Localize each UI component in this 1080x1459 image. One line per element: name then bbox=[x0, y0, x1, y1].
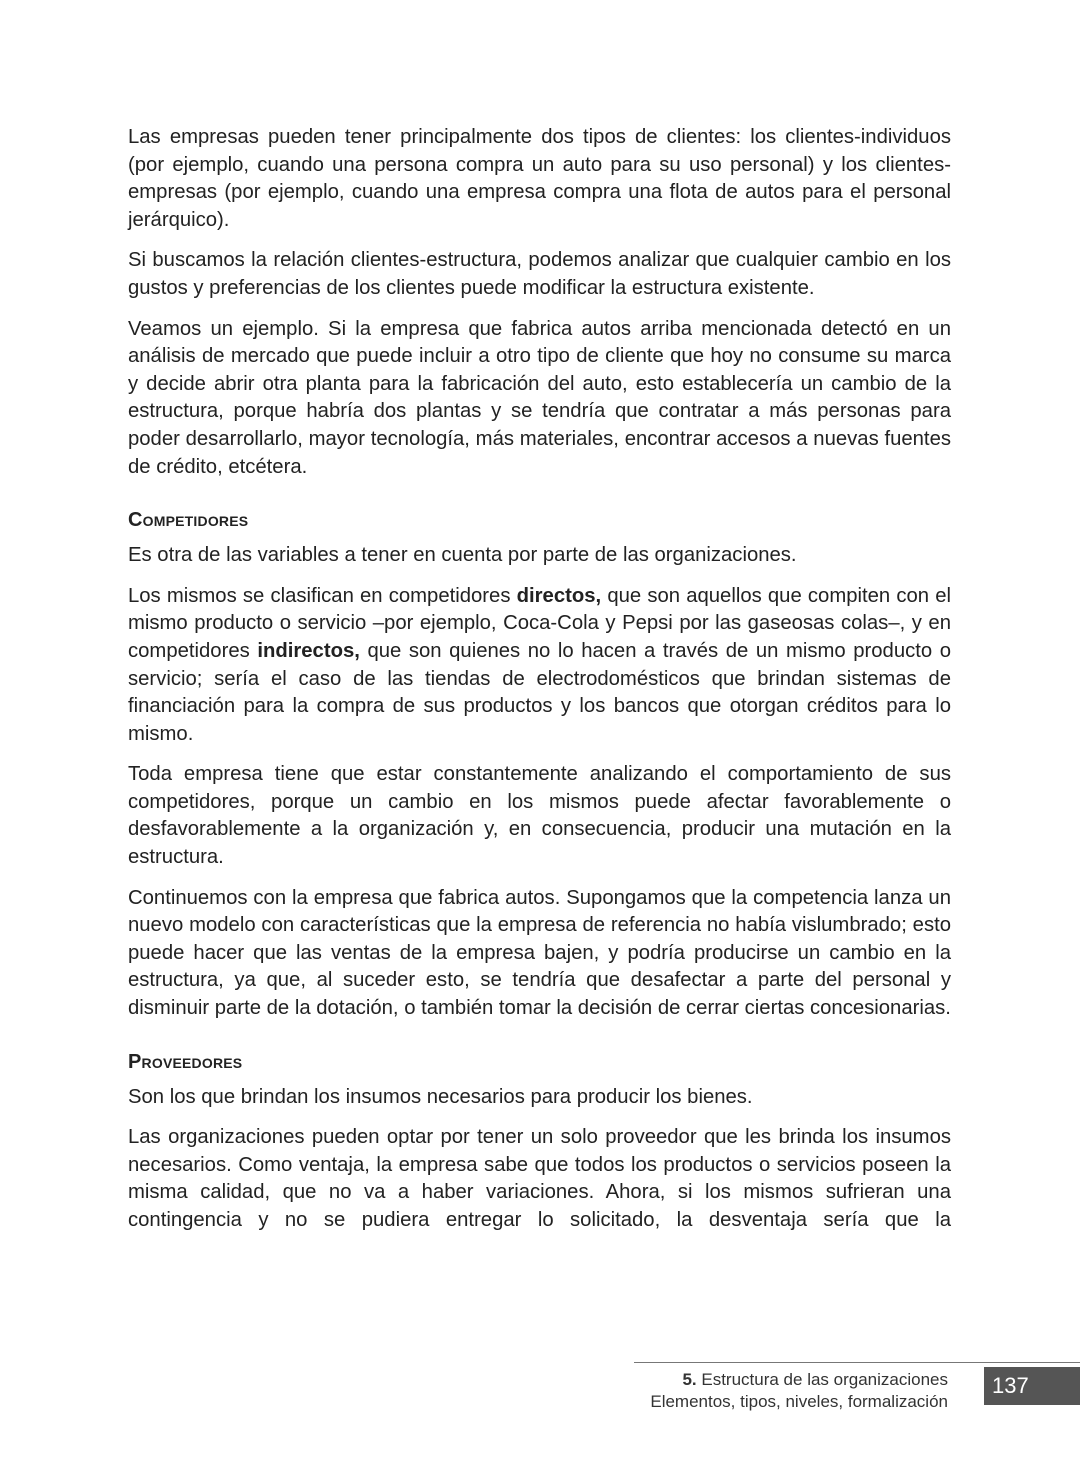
text: que son quienes no lo hacen a través de un mismo producto o servicio; sería el caso de las tiendas de electrodomésticos que brindan sistemas de financiación para la compra de sus productos y los bancos que otorgan créditos para lo mismo. bbox=[128, 639, 952, 745]
paragraph: Veamos un ejemplo. Si la empresa que fabrica autos arriba mencionada detectó en un análisis de mercado que puede incluir a otro tipo de cliente que hoy no consume su marca y decide abrir otra planta para la fabricación del auto, esto establecería un cambio de la estructura, porque habría dos plantas y se tendría que contratar a más personas para poder desarrollarlo, mayor tecnología, más materiales, encontrar accesos a nuevas fuentes de crédito, etcétera. bbox=[128, 317, 951, 478]
paragraph: Es otra de las variables a tener en cuenta por parte de las organizaciones. bbox=[128, 544, 797, 567]
bold-term: directos, bbox=[516, 584, 602, 607]
paragraph: Si buscamos la relación clientes-estructura, podemos analizar que cualquier cambio en los gustos y preferencias de los clientes puede modificar la estructura existente. bbox=[128, 249, 951, 299]
paragraph: Son los que brindan los insumos necesarios para producir los bienes. bbox=[128, 1085, 753, 1108]
paragraph: Continuemos con la empresa que fabrica autos. Supongamos que la competencia lanza un nuevo modelo con características que la empresa de referencia no había vislumbrado; esto puede hacer que las ventas de la empresa bajen, y podría producirse un cambio en la estructura, ya que, al suceder esto, se tendría que desafectar a parte del personal y disminuir parte de la dotación, o también tomar la decisión de cerrar ciertas concesionarias. bbox=[128, 886, 951, 1020]
chapter-title bbox=[650, 1369, 948, 1391]
paragraph: Toda empresa tiene que estar constantemente analizando el comportamiento de sus competidores, porque un cambio en los mismos puede afectar favorablemente o desfavorablemente a la organización y, en consecuencia, producir una mutación en la estructura. bbox=[128, 763, 951, 869]
section-heading-competidores: Competidores bbox=[128, 509, 249, 532]
page-body bbox=[128, 124, 951, 1248]
bold-term: indirectos, bbox=[257, 639, 360, 662]
footer-divider bbox=[634, 1362, 1080, 1363]
chapter-subtitle: Elementos, tipos, niveles, formalización bbox=[650, 1392, 948, 1411]
section-heading-proveedores: Proveedores bbox=[128, 1050, 243, 1073]
paragraph bbox=[128, 583, 951, 749]
paragraph: Las organizaciones pueden optar por tener un solo proveedor que les brinda los insumos necesarios. Como ventaja, la empresa sabe que todos los productos o servicios poseen la misma calidad, que no va a haber variaciones. Ahora, si los mismos sufrieran una contingencia y no se pudiera entregar lo solicitado, la desventaja sería que la bbox=[128, 1126, 951, 1231]
text: Los mismos se clasifican en competidores bbox=[128, 584, 517, 607]
chapter-name: Estructura de las organizaciones bbox=[696, 1370, 948, 1389]
running-footer bbox=[650, 1369, 948, 1413]
page-number: 137 bbox=[984, 1367, 1080, 1405]
paragraph: Las empresas pueden tener principalmente dos tipos de clientes: los clientes-individuos (por ejemplo, cuando una persona compra un auto para su uso personal) y los clientes-empresas (por ejemplo, cuando una empresa compra una flota de autos para el personal jerárquico). bbox=[128, 126, 951, 231]
text: que son aquellos que compiten con el mismo producto o servicio –por ejemplo, Coca-Cola y Pepsi por las gaseosas colas–, y en competidores bbox=[128, 584, 951, 662]
chapter-number: 5. bbox=[682, 1370, 697, 1389]
